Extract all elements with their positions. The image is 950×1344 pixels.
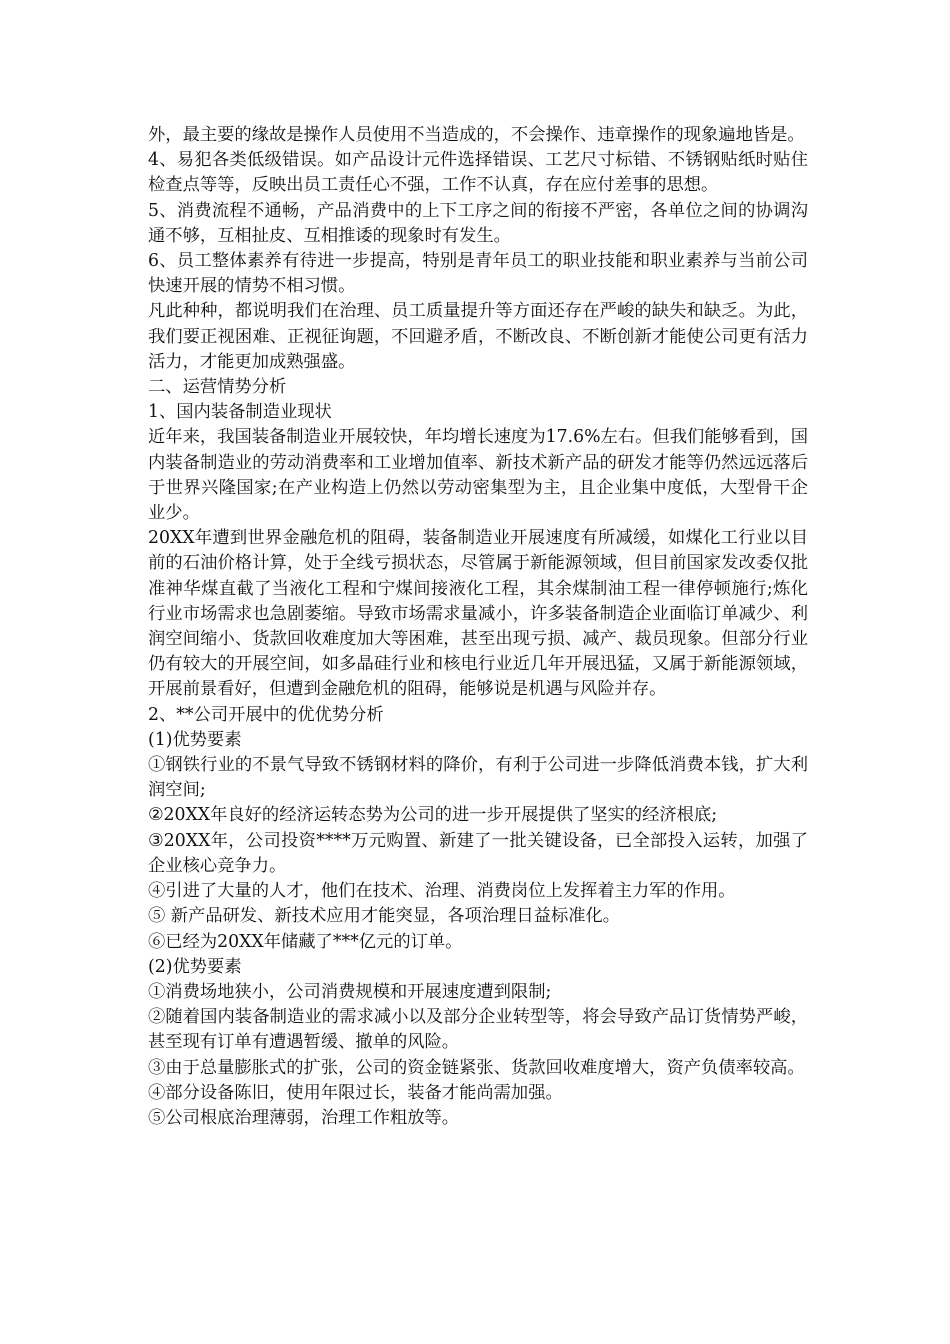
document-body — [148, 123, 808, 1131]
list-item: ①消费场地狭小，公司消费规模和开展速度遭到限制; — [148, 981, 552, 1002]
section-heading: 二、运营情势分析 — [148, 377, 287, 398]
paragraph: 凡此种种，都说明我们在治理、员工质量提升等方面还存在严峻的缺失和缺乏。为此，我们要正视困难、正视征询题，不回避矛盾，不断改良、不断创新才能使公司更有活力活力，才能更加成熟强盛。 — [148, 301, 808, 372]
paragraph: 外，最主要的缘故是操作人员使用不当造成的，不会操作、违章操作的现象遍地皆是。 — [148, 125, 805, 145]
list-item: ⑤ 新产品研发、新技术应用才能突显，各项治理日益标准化。 — [148, 906, 621, 927]
list-heading: (1)优势要素 — [148, 729, 242, 750]
subsection-heading: 1、国内装备制造业现状 — [148, 402, 332, 423]
list-item: ②随着国内装备制造业的需求减小以及部分企业转型等，将会导致产品订货情势严峻，甚至现有订单有遭遇暂缓、撤单的风险。 — [148, 1007, 808, 1053]
list-item: ⑥已经为20XX年储藏了***亿元的订单。 — [148, 931, 463, 952]
list-heading: (2)优势要素 — [148, 956, 242, 977]
subsection-heading: 2、**公司开展中的优优势分析 — [148, 704, 384, 725]
list-item: ②20XX年良好的经济运转态势为公司的进一步开展提供了坚实的经济根底; — [148, 805, 718, 826]
list-item: ⑤公司根底治理薄弱，治理工作粗放等。 — [148, 1107, 460, 1128]
paragraph: 20XX年遭到世界金融危机的阻碍，装备制造业开展速度有所减缓，如煤化工行业以目前的石油价格计算，处于全线亏损状态，尽管属于新能源领域，但目前国家发改委仅批准神华煤直截了当液化工程和宁煤间接液化工程，其余煤制油工程一律停顿施行;炼化行业市场需求也急剧萎缩。导致市场需求量减小，许多装备制造企业面临订单减少、利润空间缩小、货款回收难度加大等困难，甚至出现亏损、减产、裁员现象。但部分行业仍有较大的开展空间，如多晶硅行业和核电行业近几年开展迅猛，又属于新能源领域，开展前景看好，但遭到金融危机的阻碍，能够说是机遇与风险并存。 — [148, 528, 808, 700]
paragraph: 4、易犯各类低级错误。如产品设计元件选择错误、工艺尺寸标错、不锈钢贴纸时贴住检查点等等，反映出员工责任心不强，工作不认真，存在应付差事的思想。 — [148, 150, 808, 196]
list-item: ④部分设备陈旧，使用年限过长，装备才能尚需加强。 — [148, 1082, 563, 1103]
list-item: ①钢铁行业的不景气导致不锈钢材料的降价，有利于公司进一步降低消费本钱，扩大利润空间; — [148, 755, 808, 801]
list-item: ③20XX年，公司投资****万元购置、新建了一批关键设备，已全部投入运转，加强了企业核心竞争力。 — [148, 830, 808, 876]
paragraph: 近年来，我国装备制造业开展较快，年均增长速度为17.6%左右。但我们能够看到，国内装备制造业的劳动消费率和工业增加值率、新技术新产品的研发才能等仍然远远落后于世界兴隆国家;在产业构造上仍然以劳动密集型为主，且企业集中度低，大型骨干企业少。 — [148, 427, 808, 524]
list-item: ③由于总量膨胀式的扩张，公司的资金链紧张、货款回收难度增大，资产负债率较高。 — [148, 1057, 805, 1078]
paragraph: 6、员工整体素养有待进一步提高，特别是青年员工的职业技能和职业素养与当前公司快速开展的情势不相习惯。 — [148, 251, 808, 297]
list-item: ④引进了大量的人才，他们在技术、治理、消费岗位上发挥着主力军的作用。 — [148, 881, 736, 902]
paragraph: 5、消费流程不通畅，产品消费中的上下工序之间的衔接不严密，各单位之间的协调沟通不够，互相扯皮、互相推诿的现象时有发生。 — [148, 200, 808, 246]
